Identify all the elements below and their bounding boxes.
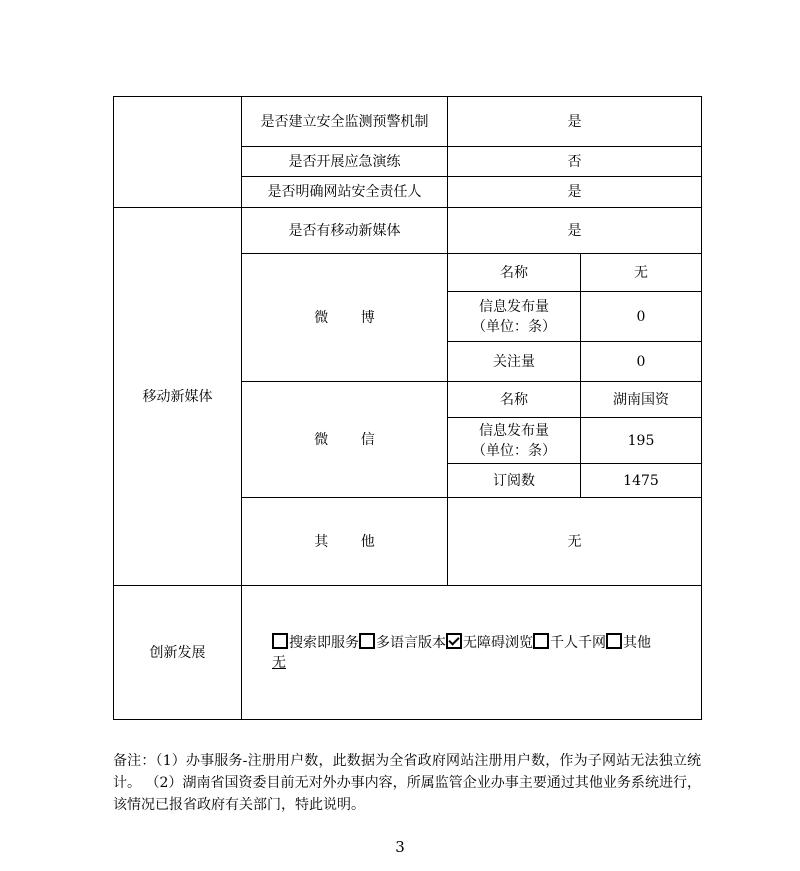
weibo-posts-label-line1: 信息发布量	[479, 298, 549, 315]
security-section-cell	[114, 97, 242, 208]
remarks-note: 备注：（1）办事服务-注册用户数，此数据为全省政府网站注册用户数，作为子网站无法独立统计。 （2）湖南省国资委目前无对外办事内容，所属监管企业办事主要通过其他业务系统进行，该情况已报省政府有关部门，特此说明。	[113, 753, 701, 813]
option-label-multilingual: 多语言版本	[376, 634, 446, 651]
innovation-label: 创新发展	[114, 586, 242, 720]
wechat-subs-label: 订阅数	[448, 464, 581, 498]
other-media-label: 其 他	[242, 498, 448, 586]
wechat-posts-value: 195	[581, 418, 702, 464]
wechat-posts-label-line2: （单位：条）	[472, 442, 556, 459]
checkbox-accessibility[interactable]	[446, 633, 462, 649]
other-media-value: 无	[448, 498, 702, 586]
security-label: 是否开展应急演练	[242, 147, 448, 177]
media-section-label: 移动新媒体	[114, 208, 242, 586]
wechat-label: 微 信	[242, 382, 448, 498]
wechat-name-value: 湖南国资	[581, 382, 702, 418]
option-label-other: 其他	[623, 634, 651, 651]
weibo-name-value: 无	[581, 254, 702, 292]
checkbox-search-service[interactable]	[272, 633, 288, 649]
table-row	[114, 97, 702, 147]
weibo-name-label: 名称	[448, 254, 581, 292]
security-value: 是	[448, 177, 702, 208]
security-value: 是	[448, 97, 702, 147]
weibo-follow-value: 0	[581, 342, 702, 382]
checkbox-multilingual[interactable]	[359, 633, 375, 649]
security-label: 是否明确网站安全责任人	[242, 177, 448, 208]
security-label: 是否建立安全监测预警机制	[242, 97, 448, 147]
page-number: 3	[395, 838, 405, 856]
security-value: 否	[448, 147, 702, 177]
table-row	[114, 586, 702, 720]
wechat-name-label: 名称	[448, 382, 581, 418]
option-label-search-service: 搜索即服务	[289, 634, 359, 651]
weibo-posts-value: 0	[581, 292, 702, 342]
wechat-posts-label-line1: 信息发布量	[479, 422, 549, 439]
option-label-personalized: 千人千网	[550, 634, 606, 651]
has-media-value: 是	[448, 208, 702, 254]
weibo-follow-label: 关注量	[448, 342, 581, 382]
weibo-posts-label	[448, 292, 581, 342]
innovation-option-list	[272, 633, 697, 653]
wechat-posts-label	[448, 418, 581, 464]
option-label-accessibility: 无障碍浏览	[463, 634, 533, 651]
report-table	[113, 96, 702, 720]
wechat-subs-value: 1475	[581, 464, 702, 498]
innovation-other-value: 无	[272, 654, 286, 671]
has-media-label: 是否有移动新媒体	[242, 208, 448, 254]
innovation-options	[242, 586, 702, 720]
checkbox-personalized[interactable]	[533, 633, 549, 649]
checkbox-other[interactable]	[606, 633, 622, 649]
weibo-posts-label-line2: （单位：条）	[472, 318, 556, 335]
weibo-label: 微 博	[242, 254, 448, 382]
table-row	[114, 208, 702, 254]
